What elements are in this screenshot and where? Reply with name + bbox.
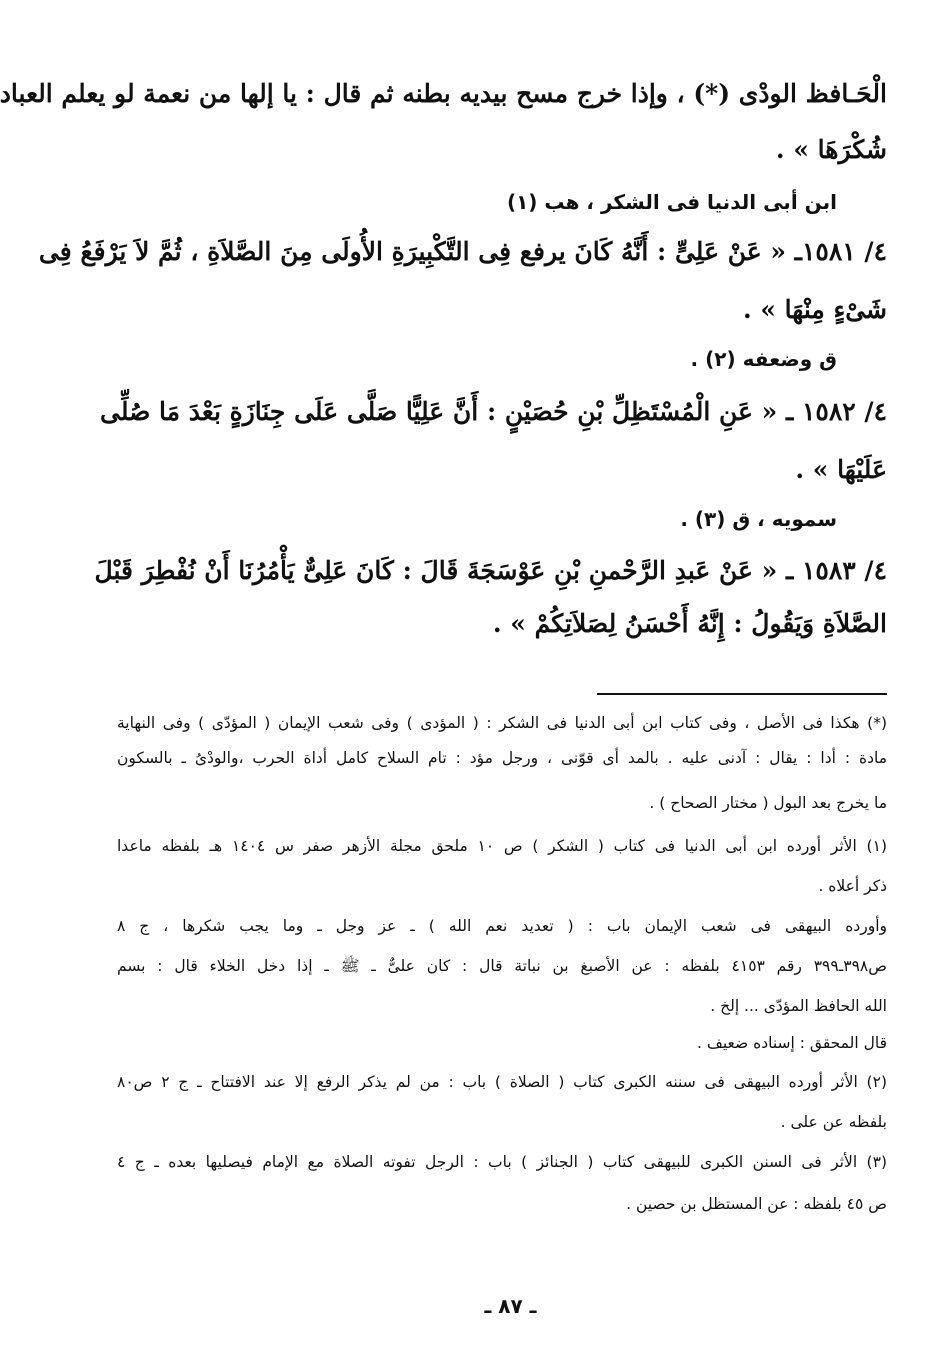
hadith-1582-line-2: عَلَيْهَا » . [795,455,887,484]
footnote-3-line-2: ص ٤٥ بلفظه : عن المستظل بن حصين . [626,1195,887,1213]
footnote-1-line-3: وأورده البيهقى فى شعب الإيمان باب : ( تعديد نعم الله ) ـ عز وجل ـ وما يجب شكرها ، ج ٨ [117,917,887,935]
source-reference-2: ق وضعفه (٢) . [690,347,837,371]
page-number: ـ ٨٧ ـ [484,1294,537,1318]
footnote-1-line-2: ذكر أعلاه . [818,877,887,895]
footnote-2-line-1: (٢) الأثر أورده البيهقى فى سننه الكبرى كتاب ( الصلاة ) باب : من لم يذكر الرفع إلا عند الافتتاح ـ ج ٢ ص٨٠ [117,1073,887,1091]
hadith-1581-line-2: شَىْءٍ مِنْهَا » . [742,295,887,324]
source-reference-1: ابن أبى الدنيا فى الشكر ، هب (١) [506,190,837,214]
footnote-3-line-1: (٣) الأثر فى السنن الكبرى للبيهقى كتاب ( الجنائز ) باب : الرجل تفوته الصلاة مع الإمام فيصليها بعده ـ ج ٤ [117,1153,887,1171]
main-text-line-2: شُكْرَهَا » . [775,135,887,164]
footnote-1-line-6: قال المحقق : إسناده ضعيف . [696,1034,887,1052]
main-text-line-1: الْحَـافظ الودْى (*) ، وإذا خرج مسح بيديه بطنه ثم قال : يا إلها من نعمة لو يعلم العباد [0,79,887,108]
hadith-1582-line-1: ٤/ ١٥٨٢ ـ « عَنِ الْمُسْتَظِلِّ بْنِ حُصَيْنٍ : أَنَّ عَلِيًّا صَلَّى عَلَى جِنَازَةٍ بَعْدَ مَا صُلِّى [100,397,887,426]
footnote-divider [597,693,887,695]
footnote-star-line-1: (*) هكذا فى الأصل ، وفى كتاب ابن أبى الدنيا فى الشكر : ( المؤدى ) وفى شعب الإيمان ( المؤدّى ) وفى النهاية [117,714,887,732]
source-reference-3: سمويه ، ق (٣) . [680,507,837,531]
footnote-1-line-4: ص٣٩٨ـ٣٩٩ رقم ٤١٥٣ بلفظه : عن الأصبغ بن نباتة قال : كان علىٌّ ـ ﷺ ـ إذا دخل الخلاء قال : بسم [117,957,887,975]
footnote-star-line-3: ما يخرج بعد البول ( مختار الصحاح ) . [649,794,887,812]
hadith-1581-line-1: ٤/ ١٥٨١ـ « عَنْ عَلِىٍّ : أَنَّهُ كَانَ يرفع فِى التَّكْبِيرَةِ الأُولَى مِنَ الصَّلاَةِ ، ثُمَّ لاَ يَرْفَعُ فِى [38,237,887,266]
footnote-1-line-5: الله الحافظ المؤدّى ... إلخ . [710,997,887,1015]
footnote-1-line-1: (١) الأثر أورده ابن أبى الدنيا فى كتاب ( الشكر ) ص ١٠ ملحق مجلة الأزهر صفر س ١٤٠٤ هـ بلفظه ماعدا [117,837,887,855]
footnote-2-line-2: بلفظه عن على . [780,1113,887,1131]
footnote-star-line-2: مادة : أدا : يقال : آدنى عليه . بالمد أى قوّنى ، ورجل مؤد : تام السلاح كامل أداة الحرب ،والودْىُ ـ بالسكون [117,749,887,767]
hadith-1583-line-1: ٤/ ١٥٨٣ ـ « عَنْ عَبدِ الرَّحْمنِ بْنِ عَوْسَجَةَ قَالَ : كَانَ عَلِىٌّ يَأْمُرُنَا أَنْ نُفْطِرَ قَبْلَ [94,556,887,585]
hadith-1583-line-2: الصَّلاَةِ وَيَقُولُ : إِنَّهُ أَحْسَنُ لِصَلاَتِكُمْ » . [492,609,887,638]
